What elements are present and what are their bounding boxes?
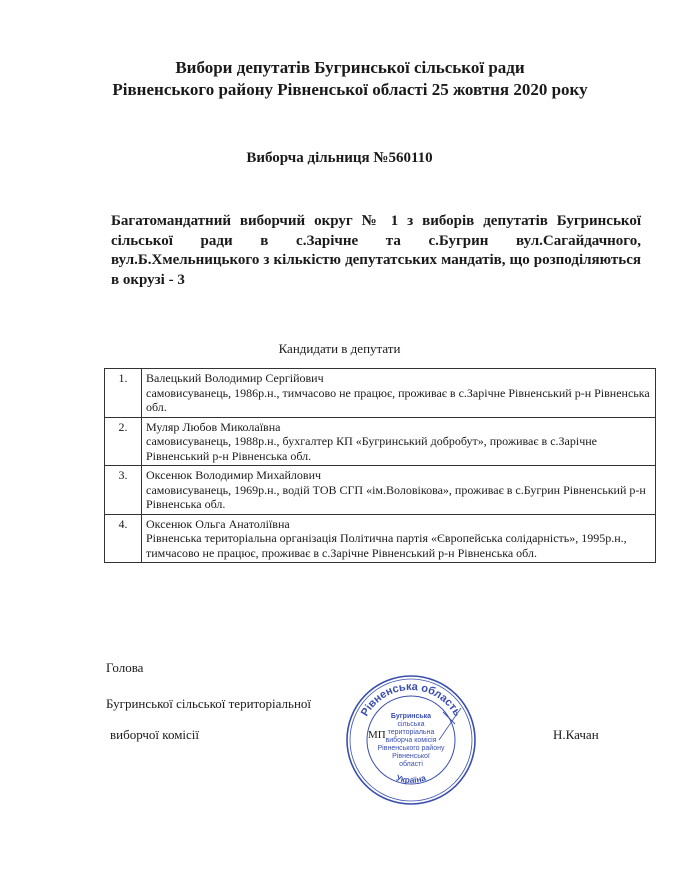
svg-text:Україна — [395, 772, 427, 784]
table-row — [105, 417, 656, 466]
official-stamp — [343, 672, 479, 808]
stamp-inner-line: сільська — [397, 721, 425, 728]
stamp-inner-line: виборча комісія — [385, 737, 437, 744]
district-description: Багатомандатний виборчий округ № 1 з виборів депутатів Бугринської сільської ради в с.Зарічне та с.Бугрин вул.Сагайдачного, вул.Б.Хмельницького з кількістю депутатських мандатів, що розподіляються в окрузі - 3 — [111, 213, 641, 288]
stamp-outer-bottom: Україна — [394, 772, 428, 785]
candidate-number: 2. — [105, 417, 142, 466]
stamp-inner-line: Бугринська — [390, 713, 432, 720]
candidate-cell — [142, 514, 656, 563]
signature-commission: Бугринської сільської територіальної — [106, 696, 312, 711]
candidate-description: самовисуванець, 1988р.н., бухгалтер КП «Бугринський добробут», проживає в с.Зарічне Рівненський р-н Рівненська обл. — [146, 434, 597, 463]
table-row — [105, 369, 656, 418]
candidate-name: Валецький Володимир Сергійович — [146, 371, 324, 385]
candidate-cell — [142, 417, 656, 466]
title-line-1: Вибори депутатів Бугринської сільської ради — [175, 58, 525, 77]
table-row — [105, 466, 656, 515]
candidate-description: самовисуванець, 1986р.н., тимчасово не працює, проживає в с.Зарічне Рівненський р-н Рівненська обл. — [146, 385, 650, 414]
stamp-outer-top: Рівненська область — [358, 680, 464, 719]
candidate-name: Оксенюк Ольга Анатоліївна — [146, 516, 290, 531]
candidates-table — [104, 368, 656, 563]
stamp-inner-line: територіальна — [387, 729, 435, 736]
candidate-cell — [142, 369, 656, 418]
stamp-inner-line: Рівненського району — [377, 745, 445, 752]
candidate-name: Муляр Любов Миколаївна — [146, 419, 281, 434]
stamp-inner-line: області — [399, 761, 423, 768]
table-row — [105, 514, 656, 563]
signature-name: Н.Качан — [553, 727, 599, 742]
candidate-number: 4. — [105, 514, 142, 563]
candidates-heading: Кандидати в депутати — [278, 341, 401, 356]
candidate-number: 1. — [105, 369, 142, 418]
candidate-number: 3. — [105, 466, 142, 515]
precinct-heading: Виборча дільниця №560110 — [246, 150, 433, 166]
stamp-place-label: МП — [368, 729, 386, 741]
title-line-2: Рівненського району Рівненської області 25 жовтня 2020 року — [112, 80, 588, 99]
candidate-name: Оксенюк Володимир Михайлович — [146, 468, 322, 482]
candidate-description: самовисуванець, 1969р.н., водій ТОВ СГП «ім.Воловікова», проживає в с.Бугрин Рівненський р-н Рівненська обл. — [146, 482, 646, 511]
signature-role: Голова — [106, 660, 144, 675]
stamp-inner-line: Рівненської — [392, 753, 430, 760]
candidate-description: Рівненська територіальна організація Політична партія «Європейська солідарність», 1995р.н., тимчасово не працює, проживає в с.Зарічне Рівненський р-н Рівненська обл. — [146, 531, 627, 560]
document-title — [60, 57, 640, 101]
signature-commission-cont: виборчої комісії — [110, 727, 200, 742]
candidate-cell — [142, 466, 656, 515]
